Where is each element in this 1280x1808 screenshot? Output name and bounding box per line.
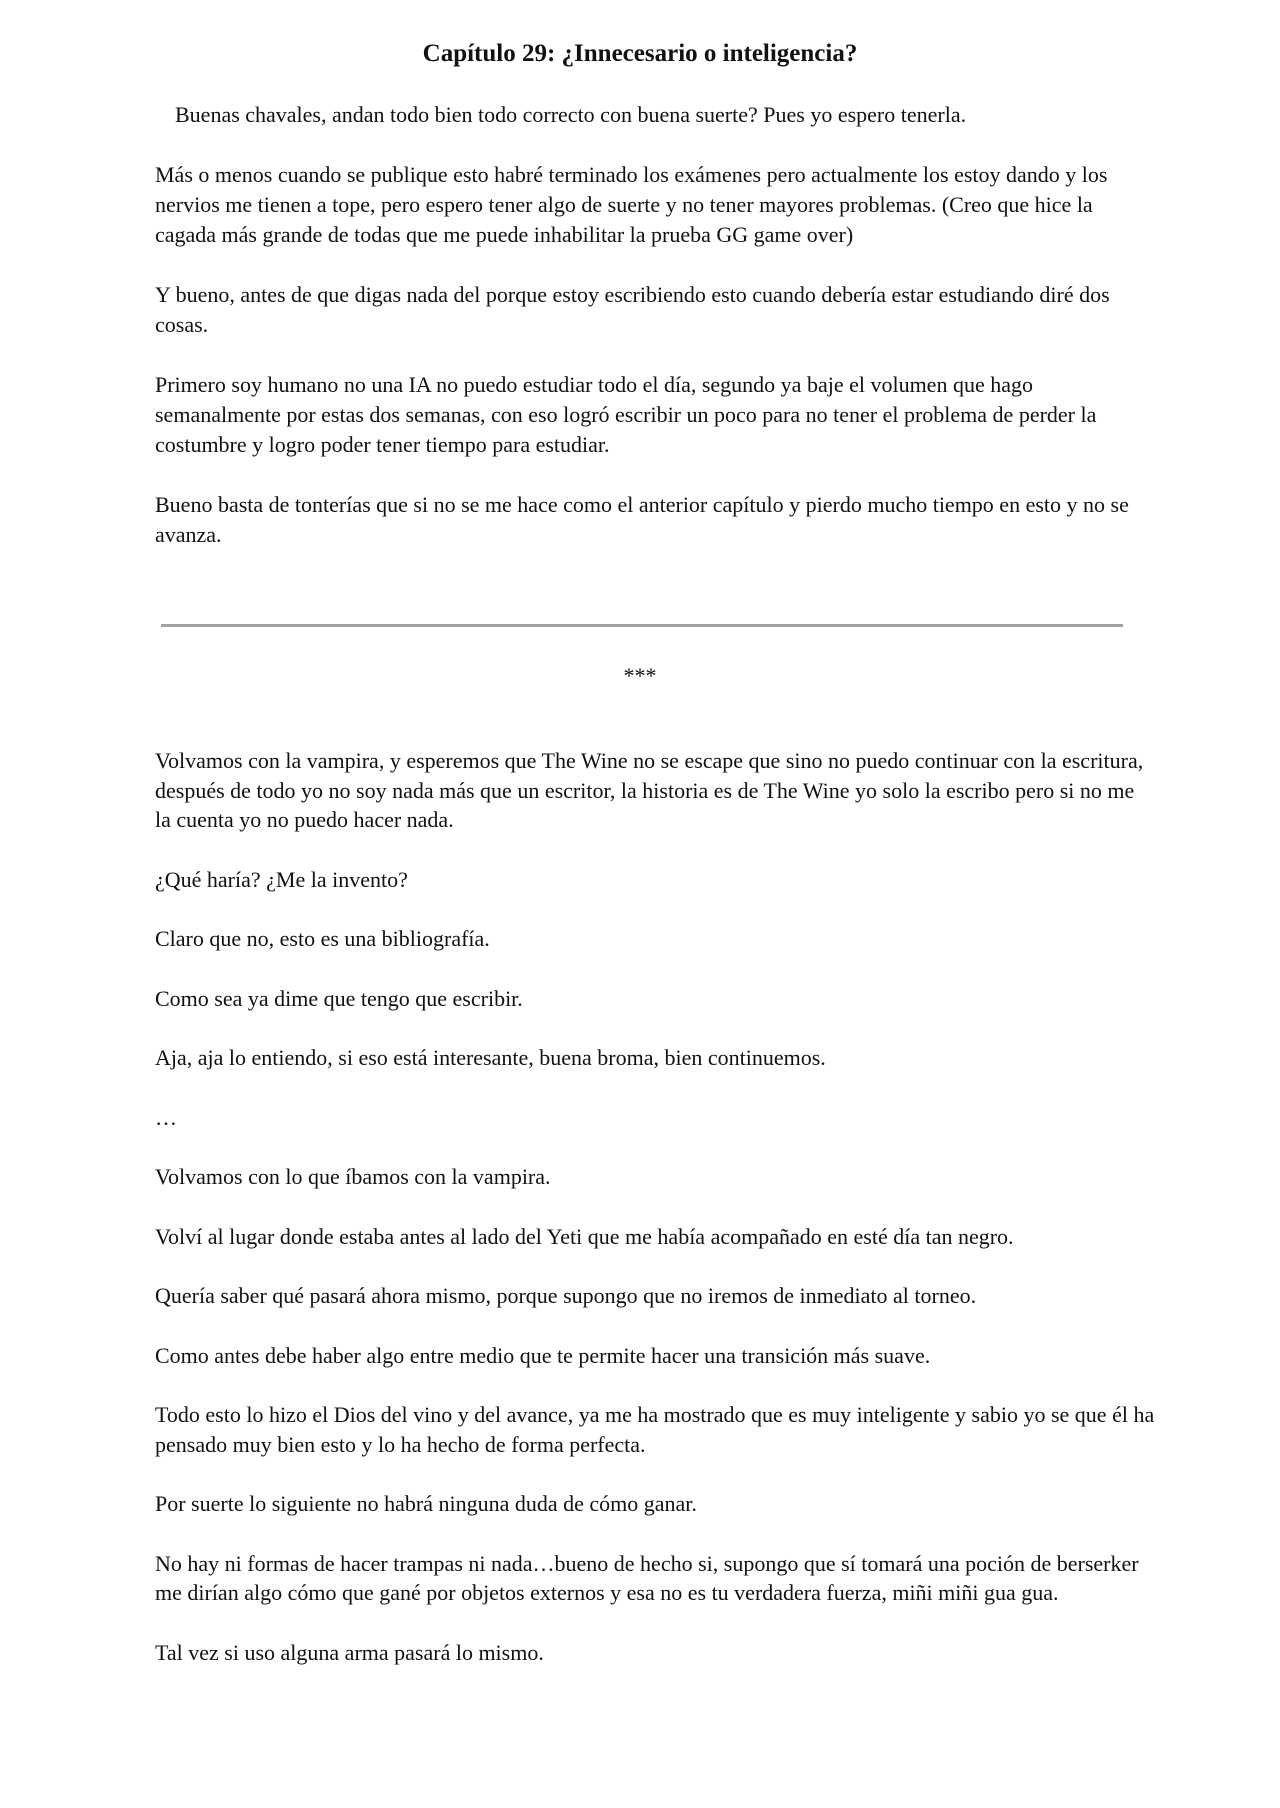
story-paragraph: … [155, 1104, 177, 1130]
story-paragraph: Por suerte lo siguiente no habrá ninguna duda de cómo ganar. [155, 1491, 697, 1516]
story-paragraph: Todo esto lo hizo el Dios del vino y del avance, ya me ha mostrado que es muy inteligente y sabio yo se que él ha pensado muy bien esto y lo ha hecho de forma perfecta. [155, 1402, 1155, 1457]
story-paragraph: No hay ni formas de hacer trampas ni nada…bueno de hecho si, supongo que sí tomará una poción de berserker me dirían algo cómo que gané por objetos externos y esa no es tu verdadera fuerza, miñi miñi gua gua. [155, 1550, 1139, 1605]
story-paragraph: Como sea ya dime que tengo que escribir. [155, 985, 523, 1011]
story-paragraph: Tal vez si uso alguna arma pasará lo mismo. [155, 1639, 544, 1665]
story-paragraph: Aja, aja lo entiendo, si eso está interesante, buena broma, bien continuemos. [155, 1045, 826, 1070]
story-paragraph: Volví al lugar donde estaba antes al lado del Yeti que me había acompañado en esté día tan negro. [155, 1223, 1014, 1249]
story-paragraph: Como antes debe haber algo entre medio que te permite hacer una transición más suave. [155, 1342, 931, 1368]
author-note [155, 100, 1155, 580]
intro-paragraph: Bueno basta de tonterías que si no se me hace como el anterior capítulo y pierdo mucho tiempo en esto y no se avanza. [155, 492, 1129, 547]
story-body [155, 746, 1155, 1697]
intro-paragraph: Primero soy humano no una IA no puedo estudiar todo el día, segundo ya baje el volumen que hago semanalmente por estas dos semanas, con eso logró escribir un poco para no tener el problema de perder la costumbre y logro poder tener tiempo para estudiar. [155, 372, 1097, 457]
intro-paragraph: Más o menos cuando se publique esto habré terminado los exámenes pero actualmente los estoy dando y los nervios me tienen a tope, pero espero tener algo de suerte y no tener mayores problemas. (Creo que hice la cagada más grande de todas que me puede inhabilitar la prueba GG game over) [155, 162, 1108, 247]
story-paragraph: Volvamos con lo que íbamos con la vampira. [155, 1164, 551, 1189]
intro-paragraph: Buenas chavales, andan todo bien todo correcto con buena suerte? Pues yo espero tenerla. [175, 102, 967, 127]
story-paragraph: Volvamos con la vampira, y esperemos que The Wine no se escape que sino no puedo continuar con la escritura, después de todo yo no soy nada más que un escritor, la historia es de The Wine yo solo la escribo pero si no me la cuenta yo no puedo hacer nada. [155, 748, 1144, 832]
horizontal-divider [161, 624, 1123, 627]
scene-separator: *** [623, 663, 657, 688]
chapter-title: Capítulo 29: ¿Innecesario o inteligencia? [422, 40, 858, 67]
intro-paragraph: Y bueno, antes de que digas nada del porque estoy escribiendo esto cuando debería estar estudiando diré dos cosas. [155, 282, 1110, 337]
story-paragraph: Quería saber qué pasará ahora mismo, porque supongo que no iremos de inmediato al torneo. [155, 1283, 977, 1308]
story-paragraph: Claro que no, esto es una bibliografía. [155, 926, 490, 951]
story-paragraph: ¿Qué haría? ¿Me la invento? [155, 866, 408, 892]
